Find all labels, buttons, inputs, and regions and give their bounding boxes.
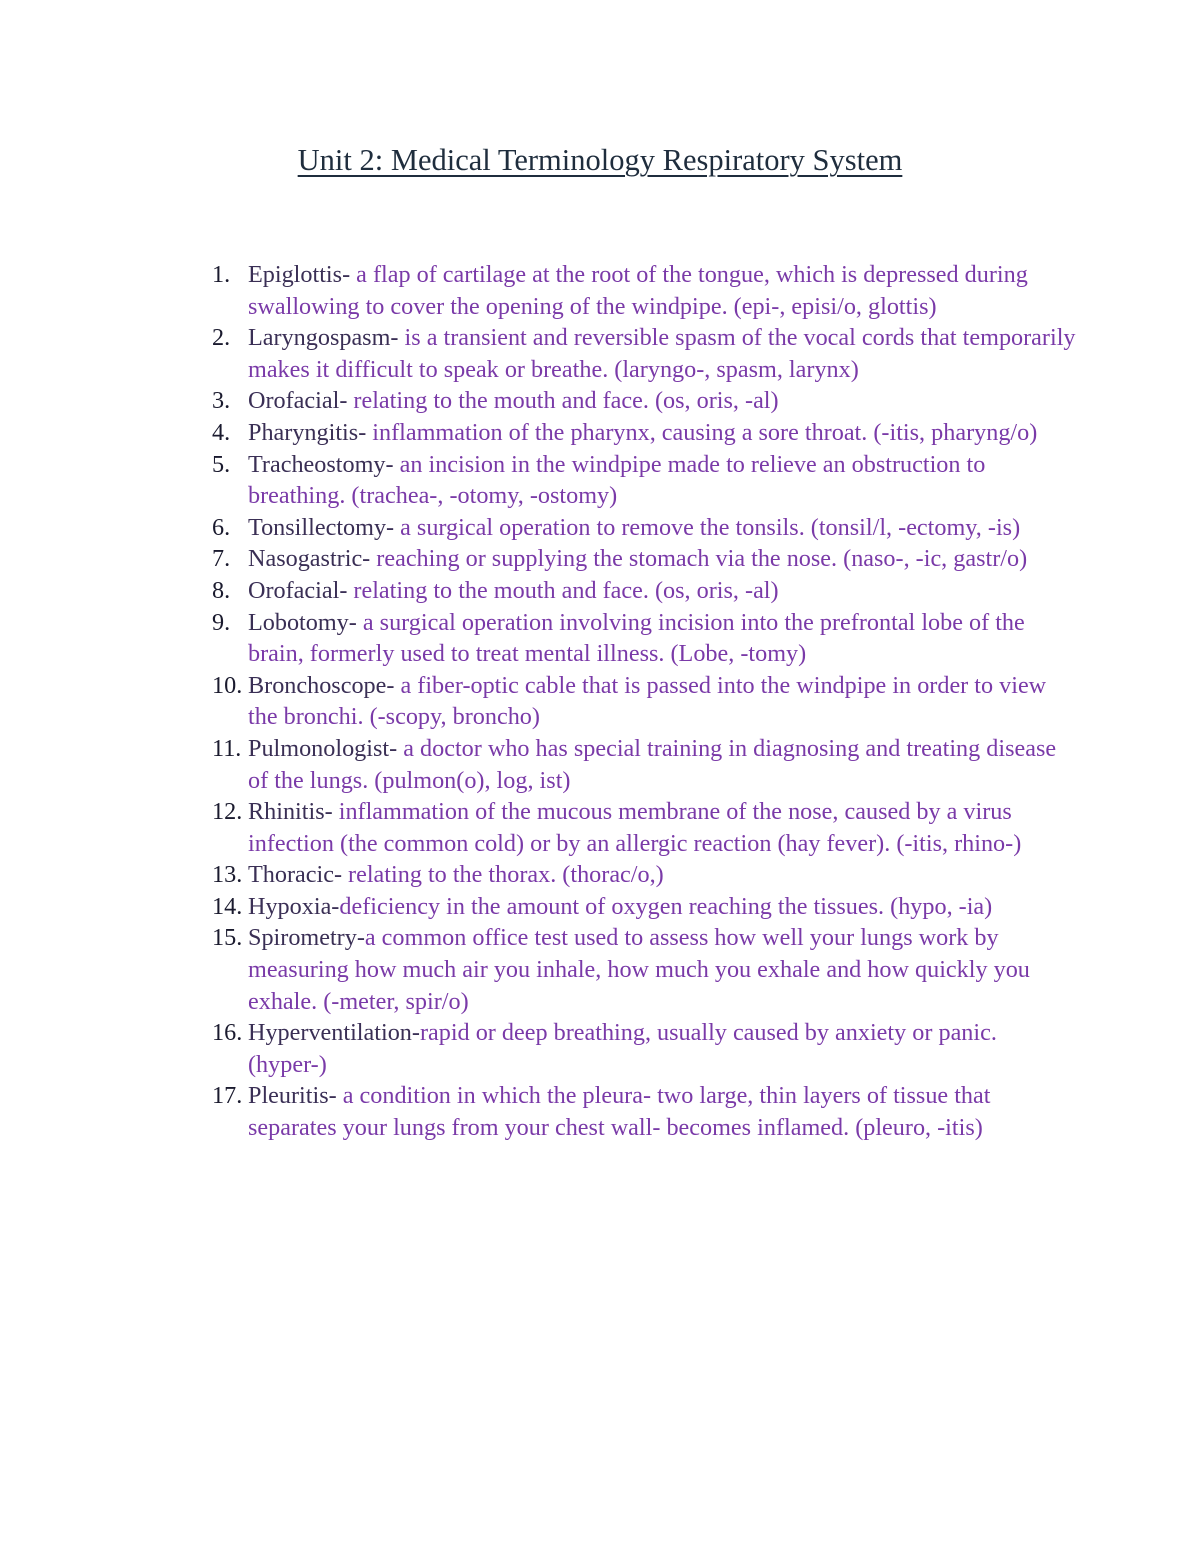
item-number: 2. (212, 324, 231, 352)
term-definition: is a transient and reversible spasm of the vocal cords that temporarily makes it difficult to speak or breathe. (laryngo-, spasm, larynx) (248, 324, 1076, 383)
item-number: 4. (212, 418, 231, 446)
term-word: Lobotomy- (248, 608, 357, 636)
list-item (208, 385, 1078, 417)
term-word: Nasogastric- (248, 545, 371, 573)
item-number: 6. (212, 513, 231, 541)
term-word: Orofacial- (248, 576, 348, 604)
item-number: 15. (212, 924, 243, 952)
term-word: Bronchoscope- (248, 671, 395, 699)
term-word: Tonsillectomy- (248, 513, 395, 541)
list-item (208, 259, 1078, 322)
term-word: Pulmonologist- (248, 734, 398, 762)
list-item (208, 322, 1078, 385)
list-item (208, 796, 1078, 859)
item-number: 10. (212, 671, 243, 699)
term-definition: a flap of cartilage at the root of the tongue, which is depressed during swallowing to cover the opening of the windpipe. (epi-, episi/o, glottis) (248, 261, 1028, 320)
item-number: 13. (212, 861, 243, 889)
term-word: Pleuritis- (248, 1082, 337, 1110)
list-item (208, 512, 1078, 544)
list-item (208, 922, 1078, 1017)
term-definition: inflammation of the pharynx, causing a sore throat. (-itis, pharyng/o) (366, 418, 1038, 446)
list-item (208, 543, 1078, 575)
term-definition: reaching or supplying the stomach via the nose. (naso-, -ic, gastr/o) (370, 545, 1028, 573)
term-word: Rhinitis- (248, 798, 333, 826)
terminology-list (208, 259, 1078, 1144)
item-number: 5. (212, 450, 231, 478)
item-number: 8. (212, 576, 231, 604)
term-word: Epiglottis- (248, 261, 351, 288)
term-definition: relating to the mouth and face. (os, oris, -al) (347, 387, 779, 415)
term-definition: a condition in which the pleura- two large, thin layers of tissue that separates your lungs from your chest wall- becomes inflamed. (pleuro, -itis) (248, 1082, 991, 1142)
term-word: Hyperventilation- (248, 1019, 420, 1047)
term-definition: a fiber-optic cable that is passed into the windpipe in order to view the bronchi. (-scopy, broncho) (248, 671, 1047, 731)
item-number: 1. (212, 261, 231, 288)
list-item (208, 859, 1078, 891)
item-number: 17. (212, 1082, 243, 1110)
term-definition: a doctor who has special training in diagnosing and treating disease of the lungs. (pulmon(o), log, ist) (248, 734, 1057, 794)
list-item (208, 607, 1078, 670)
list-item (208, 449, 1078, 512)
term-definition: deficiency in the amount of oxygen reaching the tissues. (hypo, -ia) (339, 892, 993, 920)
list-item (208, 670, 1078, 733)
item-number: 3. (212, 387, 231, 415)
page-title: Unit 2: Medical Terminology Respiratory System (297, 143, 903, 177)
list-item (208, 733, 1078, 796)
list-item (208, 1080, 1078, 1143)
term-word: Hypoxia- (248, 892, 340, 920)
item-number: 14. (212, 892, 243, 920)
item-number: 9. (212, 608, 231, 636)
item-number: 7. (212, 545, 231, 573)
term-word: Thoracic- (248, 861, 342, 889)
term-definition: a surgical operation involving incision into the prefrontal lobe of the brain, formerly used to treat mental illness. (Lobe, -tomy) (248, 608, 1025, 668)
list-item (208, 417, 1078, 449)
term-definition: a surgical operation to remove the tonsils. (tonsil/l, -ectomy, -is) (394, 513, 1021, 541)
item-number: 16. (212, 1019, 243, 1047)
term-definition: an incision in the windpipe made to relieve an obstruction to breathing. (trachea-, -otomy, -ostomy) (248, 450, 986, 510)
term-definition: relating to the mouth and face. (os, oris, -al) (347, 576, 779, 604)
term-word: Pharyngitis- (248, 418, 367, 446)
term-word: Orofacial- (248, 387, 348, 415)
list-item (208, 1017, 1078, 1080)
term-definition: inflammation of the mucous membrane of the nose, caused by a virus infection (the common cold) or by an allergic reaction (hay fever). (-itis, rhino-) (248, 798, 1022, 857)
term-definition: rapid or deep breathing, usually caused by anxiety or panic. (hyper-) (248, 1019, 997, 1078)
term-definition: a common office test used to assess how well your lungs work by measuring how much air you inhale, how much you exhale and how quickly you exhale. (-meter, spir/o) (248, 924, 1030, 1015)
term-word: Spirometry- (248, 924, 365, 952)
term-word: Laryngospasm- (248, 324, 399, 352)
item-number: 12. (212, 798, 243, 826)
list-item (208, 575, 1078, 607)
item-number: 11. (212, 734, 242, 762)
term-definition: relating to the thorax. (thorac/o,) (342, 861, 664, 889)
term-word: Tracheostomy- (248, 450, 394, 478)
list-item (208, 891, 1078, 923)
